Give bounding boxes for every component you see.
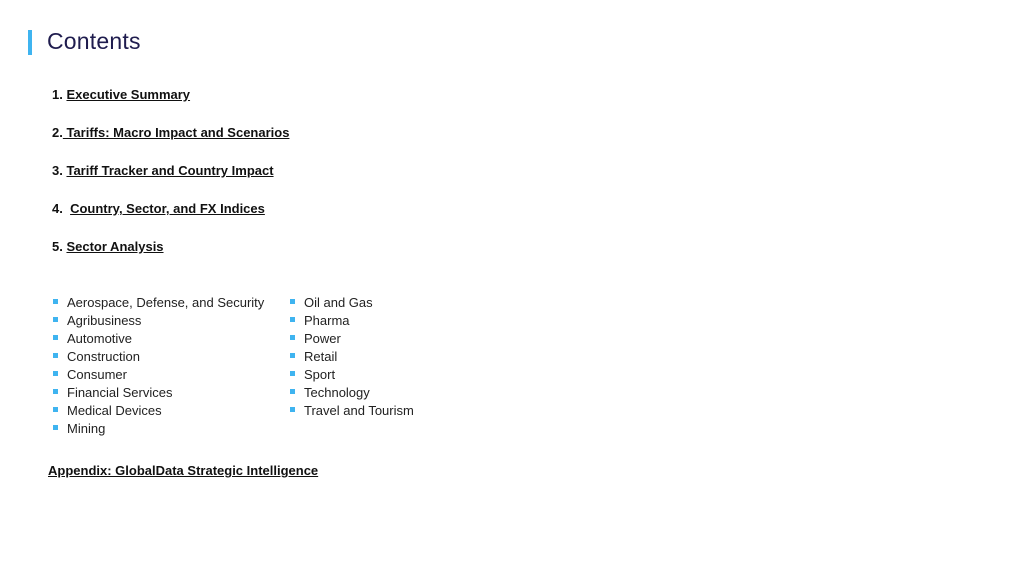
list-item [289,383,526,401]
toc-item-1 [52,87,289,125]
toc-item-4 [52,201,289,239]
sector-label: Pharma [304,312,350,328]
bullet-icon [290,335,295,340]
list-item [52,419,289,437]
list-item [52,293,289,311]
toc-link-sector-analysis[interactable]: Sector Analysis [66,239,164,254]
list-item [52,365,289,383]
bullet-icon [53,371,58,376]
sector-label: Construction [67,348,140,364]
sector-column-left [52,293,289,437]
sector-list [52,293,526,437]
toc-link-tariffs-macro[interactable]: Tariffs: Macro Impact and Scenarios [62,125,290,140]
sector-label: Mining [67,420,106,436]
bullet-icon [290,317,295,322]
sector-label: Consumer [67,366,127,382]
bullet-icon [53,299,58,304]
sector-label: Automotive [67,330,133,346]
sector-label: Power [304,330,341,346]
sector-label: Oil and Gas [304,294,373,310]
sector-label: Financial Services [67,384,173,400]
bullet-icon [53,407,58,412]
toc-item-2 [52,125,289,163]
sector-label: Travel and Tourism [304,402,414,418]
table-of-contents [52,87,289,277]
appendix-link[interactable]: Appendix: GlobalData Strategic Intelligence [48,463,319,478]
bullet-icon [53,353,58,358]
toc-link-executive-summary[interactable]: Executive Summary [66,87,191,102]
list-item [289,329,526,347]
bullet-icon [290,353,295,358]
bullet-icon [53,425,58,430]
bullet-icon [290,371,295,376]
sector-label: Medical Devices [67,402,162,418]
sector-label: Sport [304,366,336,382]
bullet-icon [290,389,295,394]
page-title: Contents [47,28,141,54]
bullet-icon [53,317,58,322]
toc-number: 3. [52,163,67,178]
toc-number: 1. [52,87,67,102]
toc-link-indices[interactable]: Country, Sector, and FX Indices [70,201,265,216]
sector-label: Technology [304,384,370,400]
list-item [289,365,526,383]
sector-column-right [289,293,526,437]
list-item [52,329,289,347]
sector-label: Agribusiness [67,312,142,328]
bullet-icon [290,299,295,304]
list-item [52,311,289,329]
list-item [289,293,526,311]
list-item [52,383,289,401]
sector-label: Aerospace, Defense, and Security [67,294,265,310]
title-accent-bar [28,30,32,55]
list-item [289,401,526,419]
bullet-icon [53,389,58,394]
bullet-icon [53,335,58,340]
sector-label: Retail [304,348,338,364]
toc-number: 5. [52,239,67,254]
list-item [289,311,526,329]
toc-number: 2. [52,125,63,140]
bullet-icon [290,407,295,412]
list-item [52,401,289,419]
list-item [52,347,289,365]
list-item [289,347,526,365]
toc-link-tariff-tracker[interactable]: Tariff Tracker and Country Impact [66,163,274,178]
toc-item-5 [52,239,289,277]
toc-number: 4. [52,201,71,216]
toc-item-3 [52,163,289,201]
